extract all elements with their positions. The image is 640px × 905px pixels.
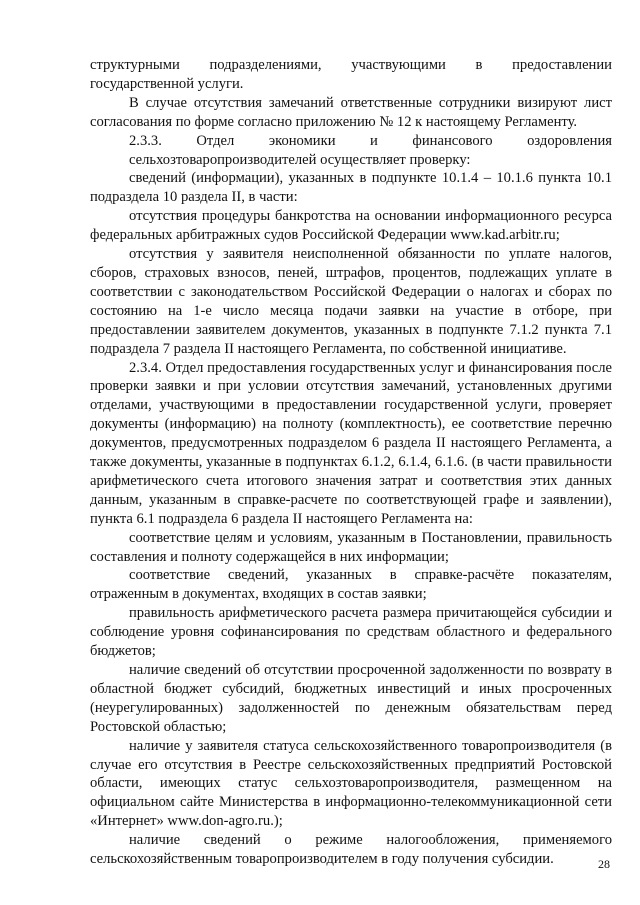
paragraph-2-3-4: 2.3.4. Отдел предоставления государственных услуг и финансирования после проверки заявки и при условии отсутствия замечаний, установленных другими отделами, участвующими в предоставлении государственной услуги, проверяет документы (информацию) на полноту (комплектность), ее соответствие перечню документов, предусмотренных подразделом 6 раздела II настоящего Регламента, а также документы, указанные в подпунктах 6.1.2, 6.1.4, 6.1.6. (в части правильности арифметического счета итогового значения затрат и соответствия этих данных данным, указанным в справке-расчете по соответствующей графе и заявлении), пункта 6.1 подраздела 6 раздела II настоящего Регламента на: bbox=[90, 359, 612, 527]
paragraph-2-3-3-heading: 2.3.3. Отдел экономики и финансового оздоровления bbox=[129, 132, 612, 149]
page-number: 28 bbox=[598, 857, 610, 871]
document-page bbox=[90, 56, 612, 869]
paragraph-continuation: структурными подразделениями, участвующими в предоставлении государственной услуги. bbox=[90, 57, 612, 92]
paragraph-conformity-data: соответствие сведений, указанных в справке-расчёте показателям, отраженным в документах, входящих в состав заявки; bbox=[90, 567, 612, 603]
paragraph-bankruptcy: отсутствия процедуры банкротства на основании информационного ресурса федеральных арбитражных судов Российской Федерации www.kad.arbitr.ru; bbox=[90, 208, 612, 244]
paragraph-conformity-goals: соответствие целям и условиям, указанным в Постановлении, правильность составления и полноту содержащейся в них информации; bbox=[90, 529, 612, 565]
paragraph-tax-regime: наличие сведений о режиме налогообложения, применяемого сельскохозяйственным товаропроизводителем в году получения субсидии. bbox=[90, 832, 612, 868]
paragraph-no-debt: наличие сведений об отсутствии просроченной задолженности по возврату в областной бюджет субсидий, бюджетных инвестиций и иных просроченных (неурегулированных) задолженностей по денежным обязательствам перед Ростовской областью; bbox=[90, 662, 612, 735]
paragraph-2-3-3-subject: сельхозтоваропроизводителей осуществляет проверку: bbox=[129, 151, 471, 168]
paragraph-arithmetic: правильность арифметического расчета размера причитающейся субсидии и соблюдение уровня софинансирования по средствам областного и федерального бюджетов; bbox=[90, 605, 612, 660]
paragraph-producer-status: наличие у заявителя статуса сельскохозяйственного товаропроизводителя (в случае его отсутствия в Реестре сельскохозяйственных предприятий Ростовской области, имеющих статус сельхозтоваропроизводителя, размещенном на официальном сайте Министерства в информационно-телекоммуникационной сети «Интернет» www.don-agro.ru.); bbox=[90, 737, 612, 830]
paragraph-approval-sheet: В случае отсутствия замечаний ответственные сотрудники визируют лист согласования по форме согласно приложению № 12 к настоящему Регламенту. bbox=[90, 94, 612, 130]
paragraph-info-check: сведений (информации), указанных в подпункте 10.1.4 – 10.1.6 пункта 10.1 подраздела 10 раздела II, в части: bbox=[90, 170, 612, 206]
paragraph-tax-obligations: отсутствия у заявителя неисполненной обязанности по уплате налогов, сборов, страховых взносов, пеней, штрафов, процентов, подлежащих уплате в соответствии с законодательством Российской Федерации о налогах и сборах по состоянию на 1-е число месяца подачи заявки на участие в отборе, при предоставлении заявителем документов, указанных в подпункте 7.1.2 пункта 7.1 подраздела 7 раздела II настоящего Регламента, по собственной инициативе. bbox=[90, 246, 612, 357]
